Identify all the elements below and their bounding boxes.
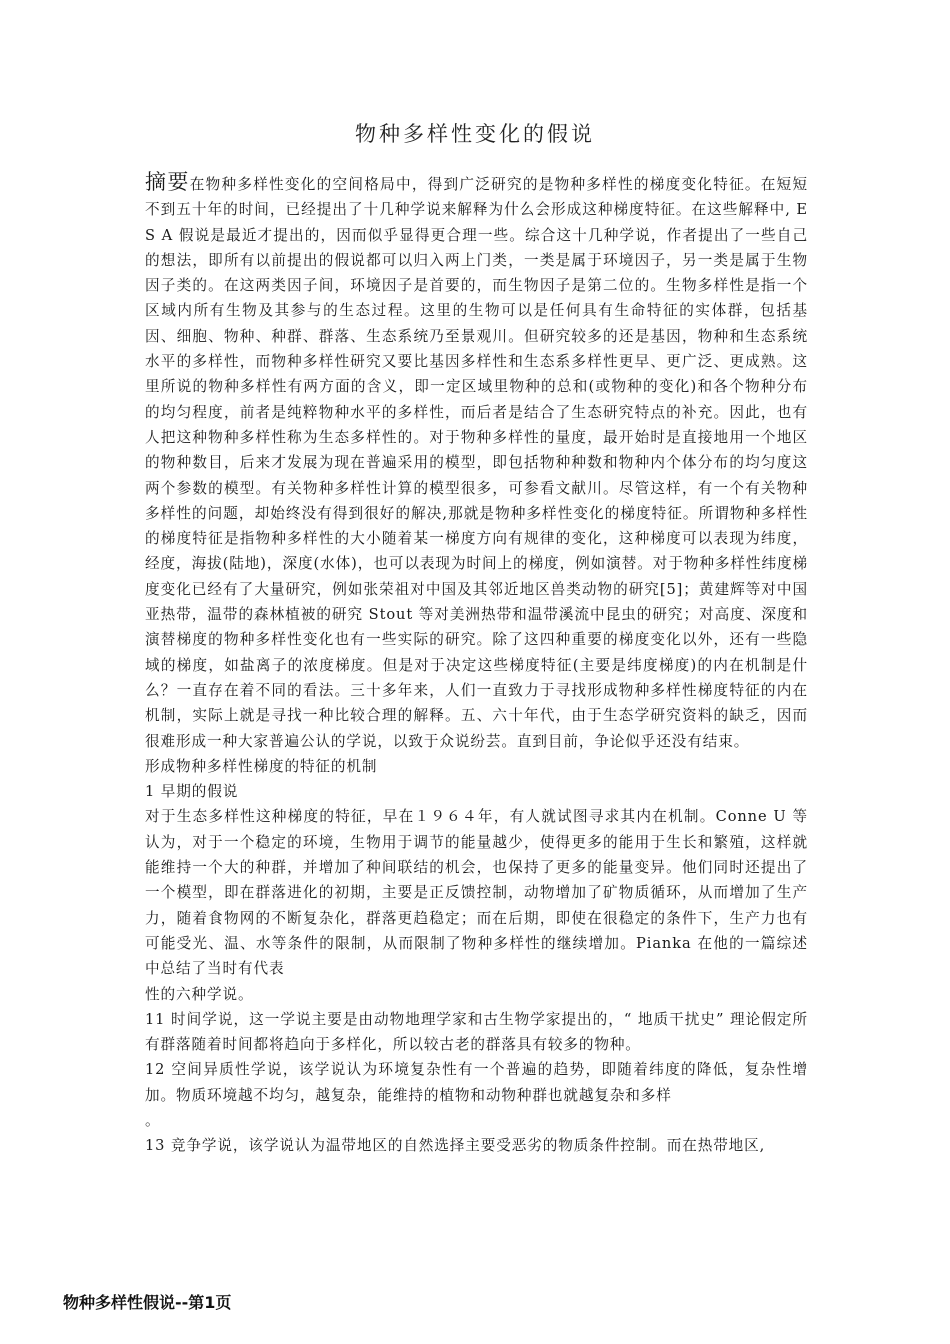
list-item-time-theory: 11 时间学说，这一学说主要是由动物地理学家和古生物学家提出的，“ 地质干扰史” 理论假定所有群落随着时间都将趋向于多样化，所以较古老的群落具有较多的物种。 [145, 1010, 808, 1054]
document-title: 物种多样性变化的假说 [355, 122, 595, 146]
abstract-paragraph [145, 170, 808, 754]
section-heading: 形成物种多样性梯度的特征的机制 [145, 757, 378, 775]
document-body [145, 170, 808, 1159]
list-item-spatial-heterogeneity-end: 。 [145, 1111, 161, 1129]
page-footer: 物种多样性假说--第1页 [63, 1293, 232, 1312]
paragraph-early-hypothesis: 对于生态多样性这种梯度的特征，早在１９６４年，有人就试图寻求其内在机制。Conne U 等认为，对于一个稳定的环境，生物用于调节的能量越少，使得更多的能用于生长和繁殖，这样就能维持一个大的种群，并增加了种间联结的机会，也保持了更多的能量变异。他们同时还提出了一个模型，即在群落进化的初期，主要是正反馈控制，动物增加了矿物质循环，从而增加了生产力，随着食物网的不断复杂化，群落更趋稳定；而在后期，即使在很稳定的条件下，生产力也有可能受光、温、水等条件的限制，从而限制了物种多样性的继续增加。Pianka 在他的一篇综述中总结了当时有代表 [145, 808, 808, 978]
paragraph-continuation: 性的六种学说。 [145, 985, 254, 1003]
subsection-heading: 1 早期的假说 [145, 783, 239, 801]
abstract-label: 摘要 [145, 170, 190, 194]
list-item-spatial-heterogeneity: 12 空间异质性学说，该学说认为环境复杂性有一个普遍的趋势，即随着纬度的降低，复杂性增加。物质环境越不均匀，越复杂，能维持的植物和动物种群也就越复杂和多样 [145, 1061, 808, 1104]
list-item-competition-theory: 13 竞争学说，该学说认为温带地区的自然选择主要受恶劣的物质条件控制。而在热带地区, [145, 1137, 766, 1155]
abstract-text: 在物种多样性变化的空间格局中，得到广泛研究的是物种多样性的梯度变化特征。在短短不到五十年的时间，已经提出了十几种学说来解释为什么会形成这种梯度特征。在这些解释中, E S A 假说是最近才提出的，因而似乎显得更合理一些。综合这十几种学说，作者提出了一些自己的想法，即所有以前提出的假说都可以归入两上门类，一类是属于环境因子，另一类是属于生物因子类的。在这两类因子间，环境因子是首要的，而生物因子是第二位的。生物多样性是指一个区域内所有生物及其参与的生态过程。这里的生物可以是任何具有生命特征的实体群，包括基因、细胞、物种、种群、群落、生态系统乃至景观川。但研究较多的还是基因，物种和生态系统水平的多样性，而物种多样性研究又要比基因多样性和生态系多样性更早、更广泛、更成熟。这里所说的物种多样性有两方面的含义，即一定区域里物种的总和(或物种的变化)和各个物种分布的均匀程度，前者是纯粹物种水平的多样性，而后者是结合了生态研究特点的补充。因此，也有人把这种物种多样性称为生态多样性的。对于物种多样性的量度，最开始时是直接地用一个地区的物种数目，后来才发展为现在普遍采用的模型，即包括物种种数和物种内个体分布的均匀度这两个参数的模型。有关物种多样性计算的模型很多，可参看文献川。尽管这样，有一个有关物种多样性的问题，却始终没有得到很好的解决,那就是物种多样性变化的梯度特征。所谓物种多样性的梯度特征是指物种多样性的大小随着某一梯度方向有规律的变化，这种梯度可以表现为纬度，经度，海拔(陆地)，深度(水体)，也可以表现为时间上的梯度，例如演替。对于物种多样性纬度梯度变化已经有了大量研究，例如张荣祖对中国及其邻近地区兽类动物的研究[5]；黄建辉等对中国亚热带，温带的森林植被的研究 Stout 等对美洲热带和温带溪流中昆虫的研究；对高度、深度和演替梯度的物种多样性变化也有一些实际的研究。除了这四种重要的梯度变化以外，还有一些隐域的梯度，如盐离子的浓度梯度。但是对于决定这些梯度特征(主要是纬度梯度)的内在机制是什么？一直存在着不同的看法。三十多年来，人们一直致力于寻找形成物种多样性梯度特征的内在机制，实际上就是寻找一种比较合理的解释。五、六十年代，由于生态学研究资料的缺乏，因而很难形成一种大家普遍公认的学说，以致于众说纷芸。直到目前，争论似乎还没有结束。 [145, 176, 809, 750]
